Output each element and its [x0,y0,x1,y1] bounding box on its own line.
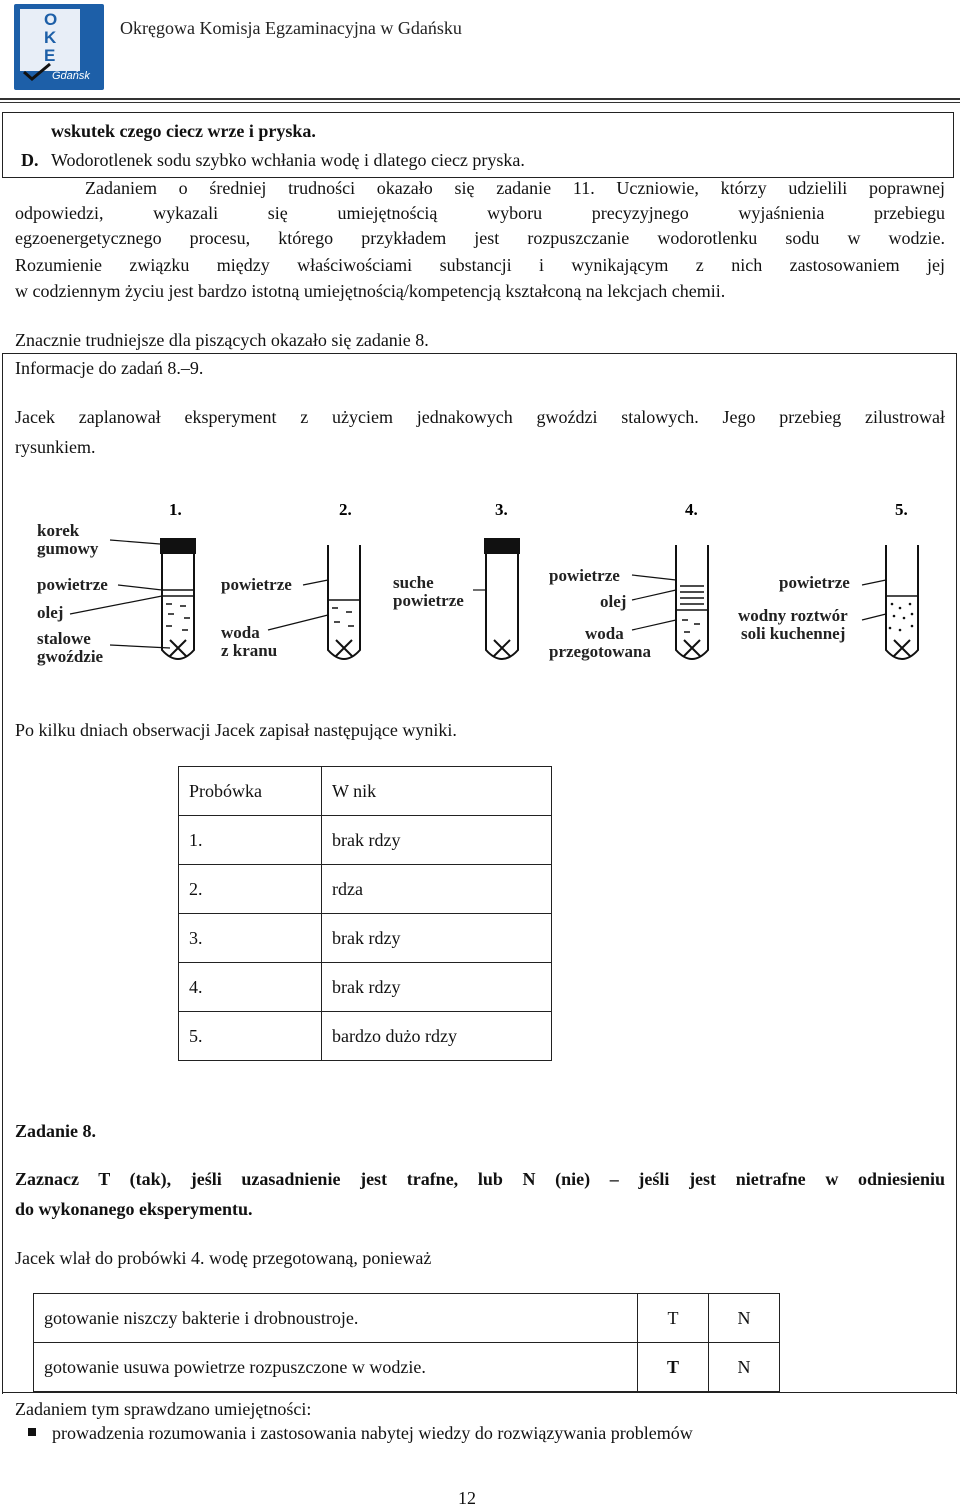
paragraph-line: egzoenergetycznego procesu, którego przykładem jest rozpuszczanie wodorotlenku sodu w wodzie. [15,228,945,248]
page-number: 12 [458,1488,476,1508]
logo-letter: E [44,46,56,65]
label-line: korek [37,521,80,540]
table-row [179,816,552,865]
answer-true-option[interactable]: T [638,1343,709,1392]
label-korek [37,522,98,558]
table-cell: rdza [322,865,552,914]
header-rule [0,98,960,100]
header-rule [0,102,960,103]
task-instruction: do wykonanego eksperymentu. [15,1199,253,1219]
checkmark-icon [22,62,52,82]
table-row [34,1343,780,1392]
paragraph-line: odpowiedzi, wykazali się umiejętnością wyboru precyzyjnego wyjaśnienia przebiegu [15,203,945,223]
table-cell: bardzo dużo rdzy [322,1012,552,1061]
intro-line: Jacek zaplanował eksperyment z użyciem jednakowych gwoździ stalowych. Jego przebieg zilustrował [15,407,945,427]
logo-letter: O [44,10,58,29]
label-powietrze-2: powietrze [221,575,292,594]
true-false-table [33,1293,780,1392]
label-line: woda [221,623,260,642]
label-woda-przegotowana [549,625,651,661]
label-suche-powietrze [393,574,464,610]
table-row [179,963,552,1012]
harder-task-text: Znacznie trudniejsze dla piszących okazało się zadanie 8. [15,330,429,350]
label-line: woda [585,624,624,643]
bullet-icon [28,1428,36,1436]
observation-text: Po kilku dniach obserwacji Jacek zapisał następujące wyniki. [15,720,457,740]
label-powietrze-4: powietrze [549,566,620,585]
task-lead: Jacek wlał do probówki 4. wodę przegotowaną, ponieważ [15,1248,432,1268]
table-cell: 1. [179,816,322,865]
answer-letter: D. [21,150,39,170]
column-header: W nik [322,767,552,816]
label-powietrze-5: powietrze [779,573,850,592]
previous-task-box [2,112,954,178]
tube-number: 3. [495,500,508,519]
label-line: stalowe [37,629,91,648]
oke-logo [14,4,104,90]
skills-title: Zadaniem tym sprawdzano umiejętności: [15,1399,312,1419]
answer-continuation: wskutek czego ciecz wrze i pryska. [51,121,316,141]
tube-number: 4. [685,500,698,519]
label-line: z kranu [221,641,278,660]
table-cell: 4. [179,963,322,1012]
intro-line: rysunkiem. [15,437,96,457]
test-tube-1 [160,538,196,659]
tube-number: 1. [169,500,182,519]
statement-cell: gotowanie niszczy bakterie i drobnoustroje. [34,1294,638,1343]
label-line: gwoździe [37,647,104,666]
label-line: przegotowana [549,642,651,661]
table-cell: 2. [179,865,322,914]
label-line: suche [393,573,434,592]
table-cell: 5. [179,1012,322,1061]
label-gwozdzie [37,630,103,666]
box-bottom-rule [2,1392,957,1393]
results-table [178,766,552,1061]
logo-city: Gdańsk [52,70,90,82]
answer-false-option[interactable]: N [709,1294,780,1343]
table-row [179,1012,552,1061]
skill-item: prowadzenia rozumowania i zastosowania nabytej wiedzy do rozwiązywania problemów [52,1423,693,1443]
paragraph-line: w codziennym życiu jest bardzo istotną umiejętnością/kompetencją kształconą na lekcjach chemii. [15,281,726,301]
task-instruction: Zaznacz T (tak), jeśli uzasadnienie jest trafne, lub N (nie) – jeśli jest nietrafne w odniesieniu [15,1169,945,1189]
table-header-row [179,767,552,816]
tube-number: 5. [895,500,908,519]
table-cell: brak rdzy [322,816,552,865]
label-line: gumowy [37,539,99,558]
table-row [179,914,552,963]
task-title: Zadanie 8. [15,1121,97,1141]
label-line: wodny roztwór [738,606,848,625]
info-heading: Informacje do zadań 8.–9. [15,358,204,378]
logo-letter: K [44,28,57,47]
test-tube-4 [676,545,708,659]
label-line: soli kuchennej [741,624,846,643]
table-cell: brak rdzy [322,914,552,963]
statement-cell: gotowanie usuwa powietrze rozpuszczone w wodzie. [34,1343,638,1392]
tube-number: 2. [339,500,352,519]
table-row [179,865,552,914]
paragraph-line: Zadaniem o średniej trudności okazało się zadanie 11. Uczniowie, którzy udzielili poprawnej [85,178,945,198]
label-olej-4: olej [600,592,627,611]
table-row [34,1294,780,1343]
test-tube-5 [886,545,918,659]
answer-true-option[interactable]: T [638,1294,709,1343]
label-roztwor [738,607,848,643]
test-tube-2 [328,545,360,659]
label-line: powietrze [393,591,464,610]
header-title: Okręgowa Komisja Egzaminacyjna w Gdańsku [120,18,462,38]
answer-false-option[interactable]: N [709,1343,780,1392]
label-powietrze-1: powietrze [37,575,108,594]
paragraph-line: Rozumienie związku między właściwościami substancji i wynikającym z nich zastosowaniem jej [15,255,945,275]
table-cell: brak rdzy [322,963,552,1012]
label-woda-kran [221,624,277,660]
test-tube-3 [484,538,520,659]
label-olej-1: olej [37,603,64,622]
answer-text: Wodorotlenek sodu szybko wchłania wodę i dlatego ciecz pryska. [51,150,525,170]
column-header: Probówka [179,767,322,816]
table-cell: 3. [179,914,322,963]
